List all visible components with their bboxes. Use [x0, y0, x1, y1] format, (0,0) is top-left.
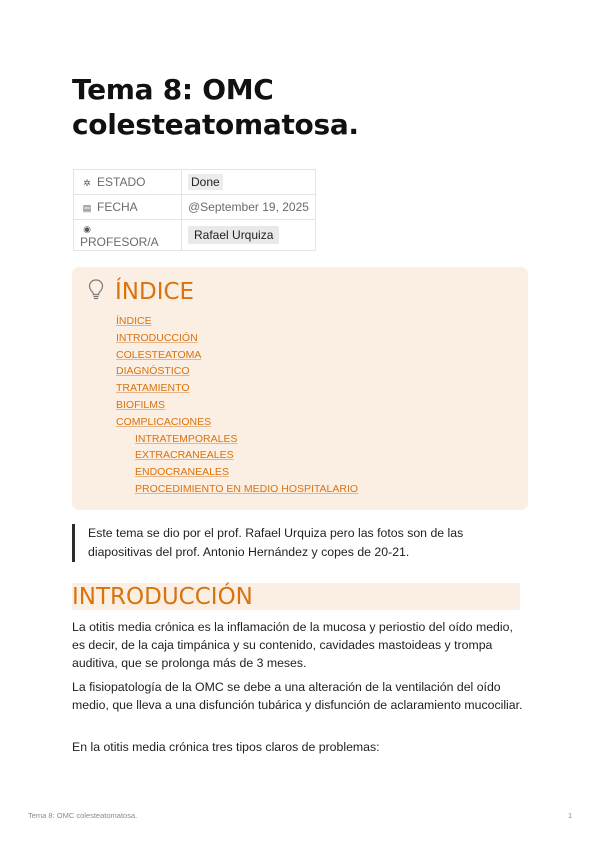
toc-subitem[interactable]: ENDOCRANEALES — [135, 466, 229, 479]
property-label: ESTADO — [97, 175, 146, 189]
toc-item[interactable]: COLESTEATOMA — [116, 348, 202, 361]
date-value[interactable]: @September 19, 2025 — [182, 195, 316, 220]
table-of-contents — [116, 313, 358, 498]
toc-subitem[interactable]: INTRATEMPORALES — [135, 432, 238, 445]
properties-table — [73, 169, 316, 251]
page-title: Tema 8: OMC colesteatomatosa. — [72, 73, 359, 141]
toc-item[interactable]: ÍNDICE — [116, 315, 152, 327]
paragraph: En la otitis media crónica tres tipos claros de problemas: — [72, 740, 380, 754]
paragraph: La fisiopatología de la OMC se debe a una alteración de la ventilación del oído medio, que lleva a una disfunción tubárica y disfunción de aclaramiento mucociliar. — [72, 680, 523, 712]
property-label: PROFESOR/A — [80, 235, 159, 249]
calendar-icon: ▤ — [82, 203, 92, 213]
property-row-profesor — [74, 220, 316, 251]
index-callout — [72, 267, 528, 510]
property-label: FECHA — [97, 200, 138, 214]
property-row-fecha — [74, 195, 316, 220]
toc-item[interactable]: BIOFILMS — [116, 398, 166, 411]
paragraph: La otitis media crónica es la inflamación de la mucosa y periostio del oído medio, es decir, de la caja timpánica y su contenido, cavidades mastoideas y trompa auditiva, que se prolonga más de 3 meses. — [72, 620, 513, 670]
section-heading: INTRODUCCIÓN — [72, 583, 520, 610]
status-badge: Done — [188, 174, 223, 190]
quote-block: Este tema se dio por el prof. Rafael Urquiza pero las fotos son de las diapositivas del prof. Antonio Hernández y copes de 20-21. — [72, 524, 528, 562]
toc-item[interactable]: COMPLICACIONES — [116, 415, 212, 428]
sparkle-icon: ✲ — [83, 178, 91, 188]
toc-subitem[interactable]: PROCEDIMIENTO EN MEDIO HOSPITALARIO — [135, 482, 359, 495]
index-title: ÍNDICE — [115, 279, 195, 305]
teacher-value-cell[interactable] — [182, 220, 316, 251]
toc-item[interactable]: TRATAMIENTO — [116, 382, 190, 395]
toc-item[interactable]: DIAGNÓSTICO — [116, 365, 190, 378]
status-value-cell[interactable] — [182, 170, 316, 195]
toc-subitem[interactable]: EXTRACRANEALES — [135, 449, 234, 462]
page-number: 1 — [568, 811, 573, 820]
toc-item[interactable]: INTRODUCCIÓN — [116, 331, 198, 344]
lightbulb-icon — [88, 278, 104, 302]
person-tag: Rafael Urquiza — [188, 226, 279, 244]
footer-title: Tema 8: OMC colesteatomatosa. — [28, 811, 138, 820]
property-row-estado — [74, 170, 316, 195]
person-icon: ◉ — [83, 224, 91, 234]
